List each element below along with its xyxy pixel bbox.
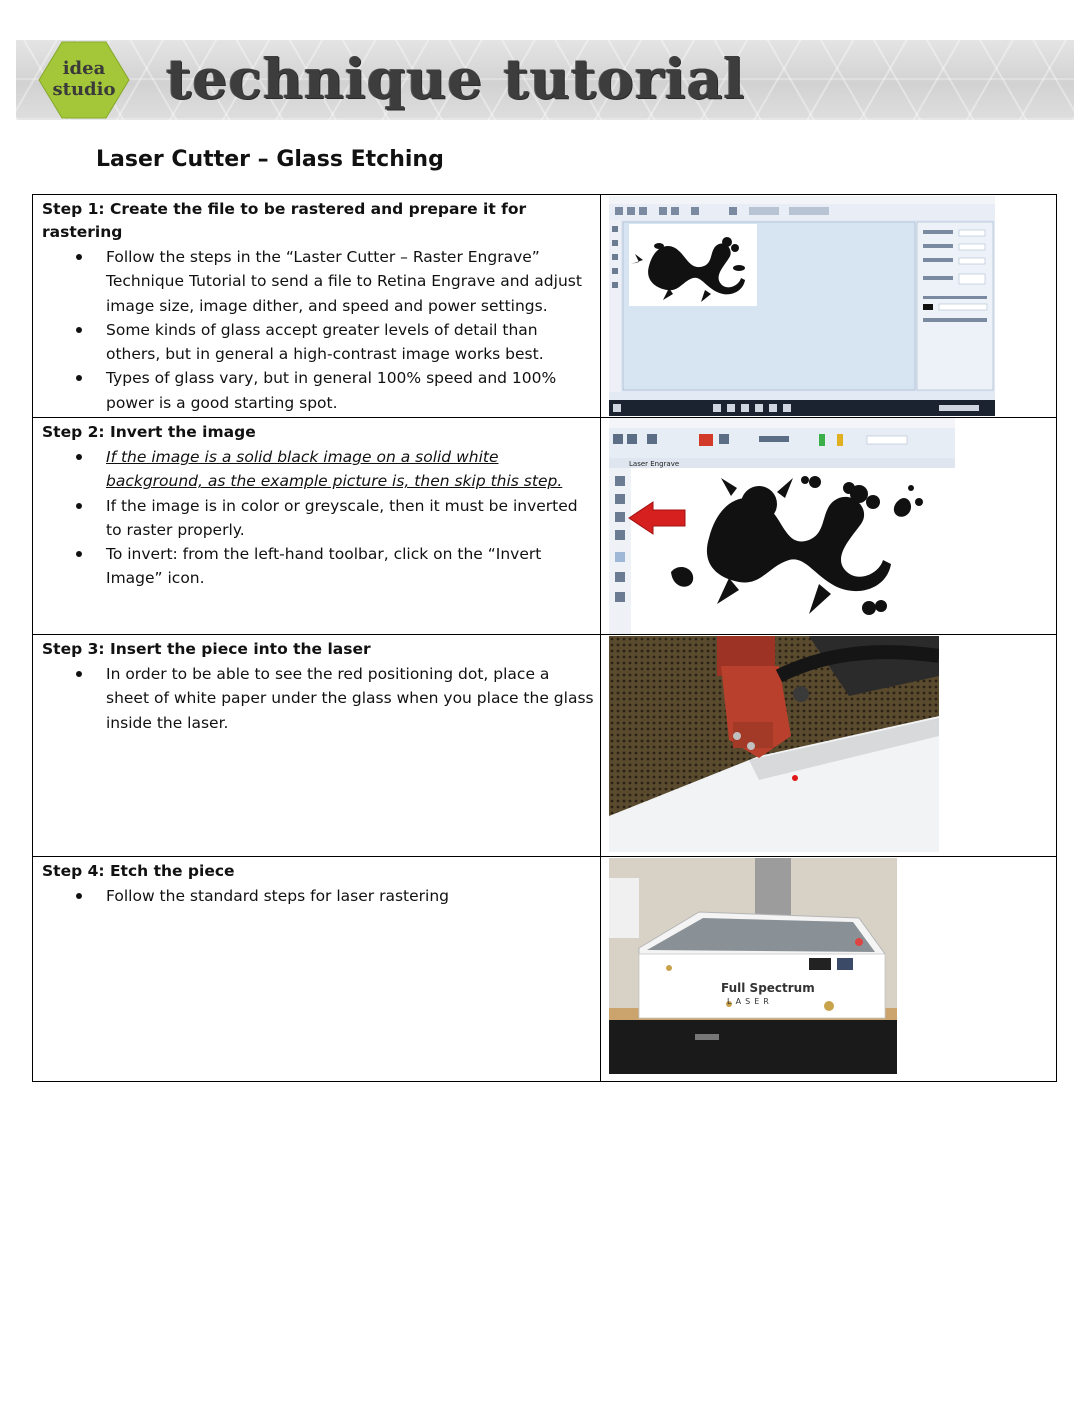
bullet-item: In order to be able to see the red positioning dot, place a sheet of white paper under the glass when you place the glass inside the laser.: [42, 662, 594, 735]
header-banner: [16, 40, 1074, 120]
step-row: [33, 418, 1057, 635]
banner-title: technique tutorial: [166, 46, 746, 111]
laser-brand-text: Full Spectrum: [721, 981, 815, 995]
step-heading: Step 4: Etch the piece: [42, 862, 235, 880]
bullet-item: If the image is in color or greyscale, then it must be inverted to raster properly.: [42, 494, 594, 543]
step-row: [33, 635, 1057, 857]
step-text-cell: [33, 635, 601, 857]
step-row: [33, 857, 1057, 1082]
laser-head-photo: [609, 636, 939, 852]
idea-studio-logo: [36, 40, 132, 120]
svg-text:idea: idea: [62, 58, 106, 79]
step-text-cell: [33, 857, 601, 1082]
bullet-item: Types of glass vary, but in general 100% speed and 100% power is a good starting spot.: [42, 366, 594, 415]
app-tab-label: Laser Engrave: [629, 460, 680, 468]
bullet-list: [42, 445, 594, 591]
step-image-cell: [601, 418, 1057, 635]
retina-engrave-screenshot: [609, 196, 995, 416]
step-heading: Step 2: Invert the image: [42, 423, 256, 441]
bullet-item: Some kinds of glass accept greater levels of detail than others, but in general a high-contrast image works best.: [42, 318, 594, 367]
bullet-list: [42, 662, 594, 735]
step-image-cell: [601, 195, 1057, 418]
bullet-item: Follow the standard steps for laser rastering: [42, 884, 594, 908]
bullet-list: [42, 245, 594, 415]
page-title: Laser Cutter – Glass Etching: [96, 147, 444, 172]
bullet-item: If the image is a solid black image on a solid white background, as the example picture is, then skip this step.: [42, 445, 594, 494]
bullet-list: [42, 884, 594, 908]
step-heading: Step 1: Create the file to be rastered and prepare it for rastering: [42, 200, 527, 241]
bullet-item: To invert: from the left-hand toolbar, click on the “Invert Image” icon.: [42, 542, 594, 591]
bullet-item: Follow the steps in the “Laster Cutter – Raster Engrave” Technique Tutorial to send a file to Retina Engrave and adjust image size, image dither, and speed and power settings.: [42, 245, 594, 318]
step-image-cell: [601, 857, 1057, 1082]
laser-brand-sub: LASER: [727, 997, 773, 1006]
step-row: [33, 195, 1057, 418]
step-image-cell: [601, 635, 1057, 857]
svg-text:studio: studio: [52, 79, 116, 100]
invert-image-screenshot: [609, 418, 955, 634]
step-heading: Step 3: Insert the piece into the laser: [42, 640, 371, 658]
steps-table: [32, 194, 1057, 1082]
step-text-cell: [33, 195, 601, 418]
step-text-cell: [33, 418, 601, 635]
laser-machine-photo: [609, 858, 897, 1074]
